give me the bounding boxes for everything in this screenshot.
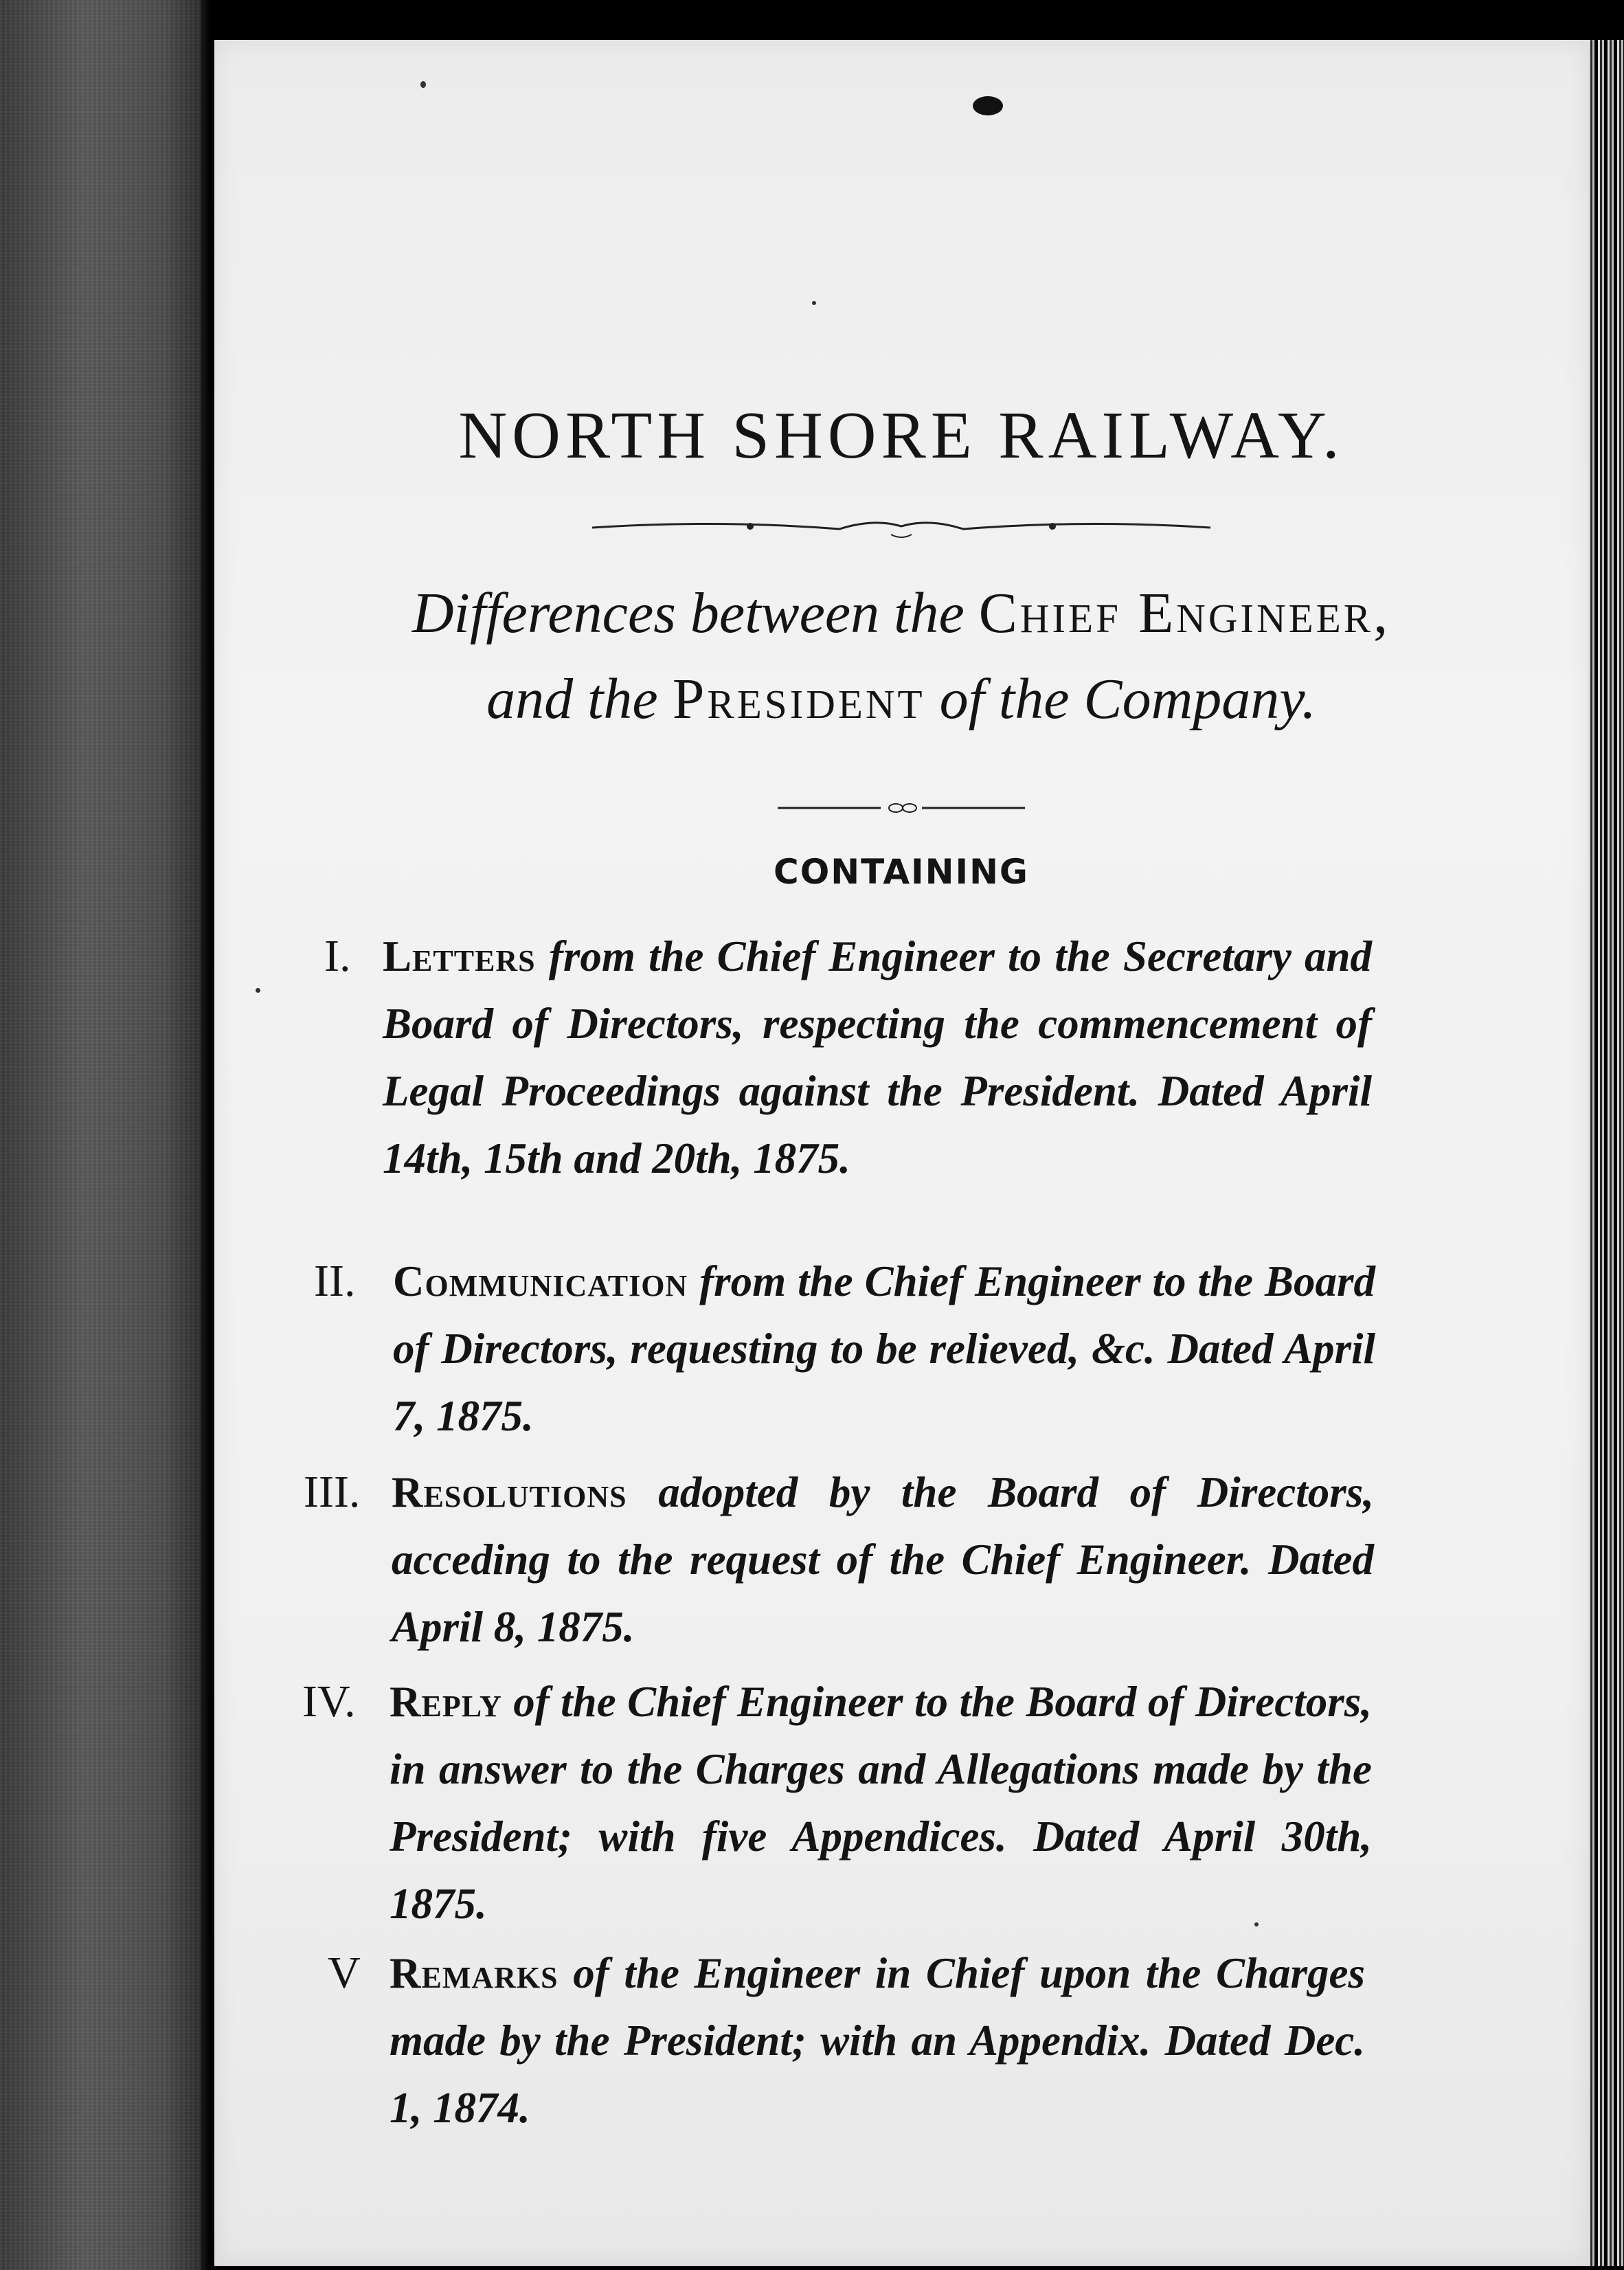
spine-shadow	[201, 0, 210, 2270]
item-text: from the Chief Engineer to the Board of Directors, requesting to be relieved, &c. Dated April 7, 1875.	[393, 1257, 1376, 1440]
item-text: of the Engineer in Chief upon the Charges made by the President; with an Appendix. Dated Dec. 1, 1874.	[390, 1949, 1366, 2132]
item-numeral: V	[328, 1948, 361, 1998]
paper-speck	[420, 81, 426, 88]
item-numeral: II.	[314, 1256, 356, 1306]
item-text: of the Chief Engineer to the Board of Directors, in answer to the Charges and Allegations made by the President; with five Appendices. Dated April 30th, 1875.	[390, 1678, 1373, 1928]
page-stack-edge	[1588, 40, 1624, 2266]
item-text: from the Chief Engineer to the Secretary and Board of Directors, respecting the commencement of Legal Proceedings against the President. Dated April 14th, 15th and 20th, 1875.	[383, 932, 1372, 1182]
item-lead: Remarks	[390, 1949, 559, 1997]
contents-item-1	[383, 923, 1372, 1192]
title-flourish-rule	[578, 514, 1224, 541]
title-page	[214, 40, 1588, 2266]
item-numeral: III.	[304, 1467, 361, 1517]
contents-item-5	[390, 1940, 1365, 2142]
subtitle-part-1: Differences between the	[411, 581, 965, 645]
paper-speck	[812, 301, 816, 305]
subtitle-line-1	[214, 576, 1588, 651]
subtitle-line-2	[214, 662, 1588, 737]
subtitle-chief-engineer: Chief Engineer,	[978, 581, 1391, 645]
subtitle-part-5: of the Company.	[939, 667, 1316, 731]
item-lead: Resolutions	[392, 1468, 627, 1516]
book-spine	[0, 0, 206, 2270]
item-text: adopted by the Board of Directors, acceding to the request of the Chief Engineer. Dated April 8, 1875.	[392, 1468, 1374, 1651]
contents-item-3	[392, 1459, 1374, 1661]
subtitle-president: President	[672, 667, 925, 731]
ornamental-divider	[778, 800, 1025, 816]
subtitle-part-3: and the	[486, 667, 658, 731]
item-numeral: IV.	[302, 1676, 356, 1727]
item-lead: Reply	[390, 1678, 502, 1726]
item-numeral: I.	[324, 931, 351, 981]
contents-item-2	[393, 1248, 1375, 1450]
contents-item-4	[390, 1668, 1372, 1937]
document-title: NORTH SHORE RAILWAY.	[458, 398, 1344, 473]
item-lead: Communication	[393, 1257, 688, 1305]
item-lead: Letters	[383, 932, 536, 980]
containing-heading: CONTAINING	[774, 852, 1029, 892]
ink-blot-mark	[973, 96, 1003, 115]
paper-speck	[256, 988, 260, 993]
